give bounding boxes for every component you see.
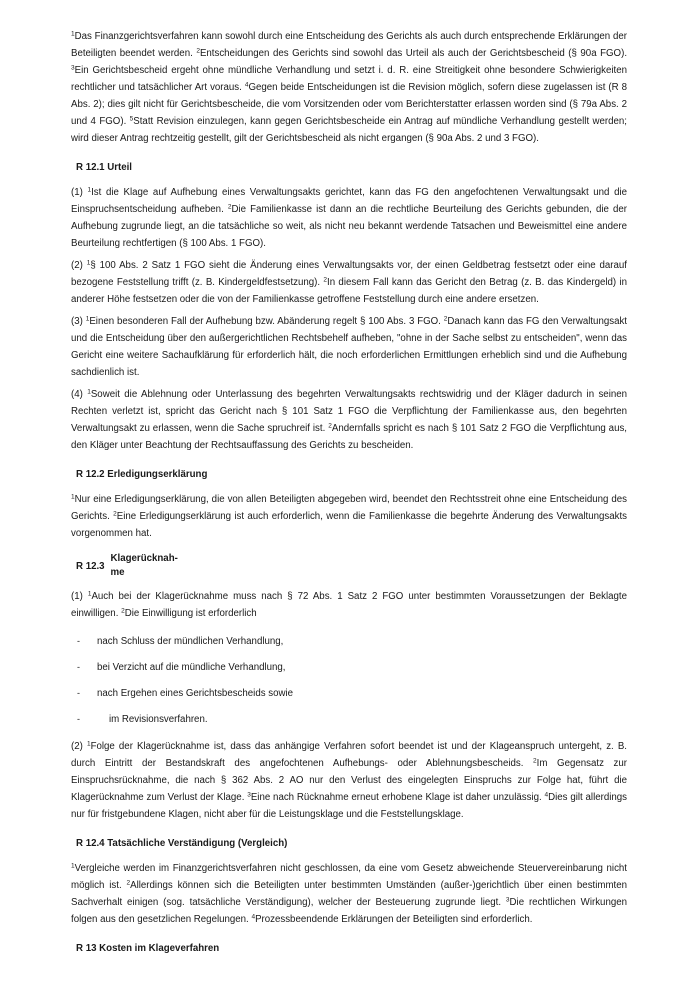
list-item (71, 654, 627, 680)
bullet-mark: - (77, 635, 80, 646)
section-title-line: Klagerücknah- (110, 553, 178, 564)
section-number: R 12.3 (76, 560, 105, 572)
paragraph-number: (2) (71, 741, 87, 752)
sentence: Soweit die Ablehnung oder Unterlassung des begehrten Verwaltungsakts rechtswidrig und der Kläger dadurch in seinen Rechten verletzt ist, spricht das Gericht nach § 101 Satz 1 FGO die Verpflichtung der Familienkasse aus, den begehrten Verwaltungsakt zu erlassen, wenn die Sache spruchreif ist. (71, 389, 628, 434)
sentence-number: 1 (86, 259, 91, 267)
paragraph-number: (3) (71, 316, 86, 327)
sentence-number: 4 (244, 81, 249, 89)
sentence: Vergleiche werden im Finanzgerichtsverfahren nicht geschlossen, da eine vom Gesetz abweichende Steuervereinbarung nicht möglich ist. (71, 863, 627, 891)
list-item-text: nach Schluss der mündlichen Verhandlung, (97, 635, 284, 647)
sentence-number: 2 (227, 203, 232, 211)
sentence: Ist die Klage auf Aufhebung eines Verwaltungsakts gerichtet, kann das FG den angefochtenen Verwaltungsakt und die Einspruchsentscheidung aufheben. (71, 187, 628, 215)
sentence: Allerdings können sich die Beteiligten unter bestimmten Umständen (außer-)gerichtlich über einen bestimmten Sachverhalt einigen (sog. tatsächliche Verständigung), welcher der Besteuerung zugrunde liegt. (71, 880, 627, 908)
paragraph-number: (2) (71, 260, 87, 271)
sentence: Die rechtlichen Wirkungen folgen aus den gesetzlichen Regelungen. (71, 897, 627, 925)
sentence-number: 1 (86, 740, 91, 748)
sentence: In diesem Fall kann das Gericht den Betrag (z. B. das Kindergeld) in anderer Höhe festsetzen oder die von der Familienkasse getroffene Feststellung durch eine andere ersetzen. (71, 277, 628, 305)
paragraph (71, 386, 627, 454)
sentence-number: 1 (87, 590, 92, 598)
sentence-number: 2 (196, 47, 200, 55)
paragraph (71, 738, 627, 823)
bullet-mark: - (77, 687, 80, 698)
sentence: Einen besonderen Fall der Aufhebung bzw. Abänderung regelt § 100 Abs. 3 FGO. (89, 316, 444, 327)
sentence: Andernfalls spricht es nach § 101 Satz 2 FGO die Verpflichtung aus, den Kläger unter Beachtung der Rechtsauffassung des Gerichts zu bescheiden. (71, 423, 627, 451)
sentence: Gegen beide Entscheidungen ist die Revision möglich, sofern diese zugelassen ist (R 8 Abs. 2); dies gilt nicht für Gerichtsbescheide, die vom Vorsitzenden oder vom Berichterstatter erlassen worden sind (§ 79a Abs. 2 und 4 FGO). (71, 82, 627, 127)
sentence-number: 2 (533, 757, 537, 765)
bullet-mark: - (77, 713, 80, 724)
sentence: Nur eine Erledigungserklärung, die von allen Beteiligten abgegeben wird, beendet den Rechtsstreit ohne eine Entscheidung des Gerichts. (71, 494, 627, 522)
bullet-mark: - (77, 661, 80, 672)
sentence: Folge der Klagerücknahme ist, dass das anhängige Verfahren sofort beendet ist und der Klageanspruch untergeht, z. B. durch Eintritt der Bestandskraft des angefochtenen Aufhebungs- oder Ablehnungsbescheids. (71, 741, 628, 769)
list-item (71, 706, 627, 732)
sentence-number: 4 (544, 791, 549, 799)
section-heading-r12-2: R 12.2 Erledigungserklärung (76, 469, 208, 480)
sentence-number: 1 (71, 30, 75, 38)
sentence-number: 2 (126, 879, 131, 887)
sentence-number: 2 (328, 422, 332, 430)
sentence: Prozessbeendende Erklärungen der Beteiligten sind erforderlich. (255, 914, 533, 925)
sentence-number: 2 (113, 510, 117, 518)
document-page (71, 28, 627, 965)
paragraph (71, 257, 627, 308)
sentence: Danach kann das FG den Verwaltungsakt und die Entscheidung über den außergerichtlichen Rechtsbehelf aufheben, "ohne in der Sache selbst zu entscheiden", wenn das Gericht eine weitere Sachaufklärung für erforderlich hält, die noch erforderlichen Ermittlungen erheblich sind und die Aufhebung sachdienlich ist. (71, 316, 627, 378)
list-item (71, 628, 627, 654)
sentence: Auch bei der Klagerücknahme muss nach § 72 Abs. 1 Satz 2 FGO unter bestimmten Voraussetzungen der Beklagte einwilligen. (71, 591, 627, 619)
sentence: Die Familienkasse ist dann an die rechtliche Beurteilung des Gerichts gebunden, die der Aufhebung zugrunde liegt, an die tatsächliche so weit, als nicht neu bekannt werdende Tatsachen und Beweismittel eine andere Beurteilung rechtfertigen (§ 100 Abs. 1 FGO). (71, 204, 627, 249)
list-item-text: im Revisionsverfahren. (109, 713, 208, 725)
sentence-number: 3 (71, 64, 75, 72)
paragraph (71, 313, 627, 381)
sentence-number: 4 (251, 913, 256, 921)
sentence: Ein Gerichtsbescheid ergeht ohne mündliche Verhandlung und setzt i. d. R. eine Streitigkeit ohne besondere Schwierigkeiten rechtlicher und tatsächlicher Art voraus. (71, 65, 627, 93)
paragraph (71, 491, 627, 542)
section-heading-r12-1: R 12.1 Urteil (76, 162, 132, 173)
sentence-number: 1 (87, 388, 91, 396)
sentence-number: 2 (443, 315, 448, 323)
sentence: Die Einwilligung ist erforderlich (124, 608, 257, 619)
sentence: § 100 Abs. 2 Satz 1 FGO sieht die Änderung eines Verwaltungsakts vor, der einen Geldbetrag festsetzt oder eine darauf bezogene Feststellung trifft (z. B. Kindergeldfestsetzung). (71, 260, 628, 288)
paragraph (71, 184, 627, 252)
sentence-number: 2 (323, 276, 328, 284)
sentence: Statt Revision einzulegen, kann gegen Gerichtsbescheide ein Antrag auf mündliche Verhandlung gestellt werden; wird dieser Antrag rechtzeitig gestellt, gilt der Gerichtsbescheid als nicht ergangen (§ 90a Abs. 2 und 3 FGO). (71, 116, 627, 144)
section-heading-r13: R 13 Kosten im Klageverfahren (76, 943, 220, 954)
section-heading-r12-4: R 12.4 Tatsächliche Verständigung (Vergleich) (76, 838, 288, 849)
sentence-number: 5 (129, 115, 134, 123)
sentence-number: 3 (505, 896, 510, 904)
list-item (71, 680, 627, 706)
bullet-list (71, 628, 627, 732)
sentence: Dies gilt allerdings nur für fristgebundene Klagen, nicht aber für die Leistungsklage und die Feststellungsklage. (71, 792, 627, 820)
sentence-number: 1 (85, 315, 90, 323)
sentence: Eine nach Rücknahme erneut erhobene Klage ist daher unzulässig. (250, 792, 545, 803)
sentence: Entscheidungen des Gerichts sind sowohl das Urteil als auch der Gerichtsbescheid (§ 90a FGO). (199, 48, 628, 59)
paragraph-number: (1) (71, 187, 88, 198)
sentence-number: 1 (87, 186, 92, 194)
sentence-number: 3 (247, 791, 251, 799)
section-title-line: me (110, 567, 125, 578)
paragraph-number: (1) (71, 591, 88, 602)
sentence-number: 1 (71, 862, 75, 870)
sentence-number: 2 (121, 607, 125, 615)
list-item-text: bei Verzicht auf die mündliche Verhandlung, (97, 661, 286, 673)
paragraph-number: (4) (71, 389, 88, 400)
list-item-text: nach Ergehen eines Gerichtsbescheids sowie (97, 687, 294, 699)
sentence: Das Finanzgerichtsverfahren kann sowohl durch eine Entscheidung des Gerichts als auch durch entsprechende Erklärungen der Beteiligten beendet werden. (71, 31, 627, 59)
sentence: Eine Erledigungserklärung ist auch erforderlich, wenn die Familienkasse die begehrte Änderung des Verwaltungsakts vorgenommen hat. (71, 511, 627, 539)
intro-paragraph (71, 28, 627, 147)
section-title (111, 552, 181, 580)
paragraph (71, 588, 627, 622)
sentence: Im Gegensatz zur Einspruchsrücknahme, die nach § 362 Abs. 2 AO nur den Verlust des eingelegten Einspruchs zur Folge hat, führt die Klagerücknahme zum Verlust der Klage. (71, 758, 627, 803)
section-heading-r12-3 (76, 552, 627, 580)
paragraph (71, 860, 627, 928)
sentence-number: 1 (71, 493, 75, 501)
